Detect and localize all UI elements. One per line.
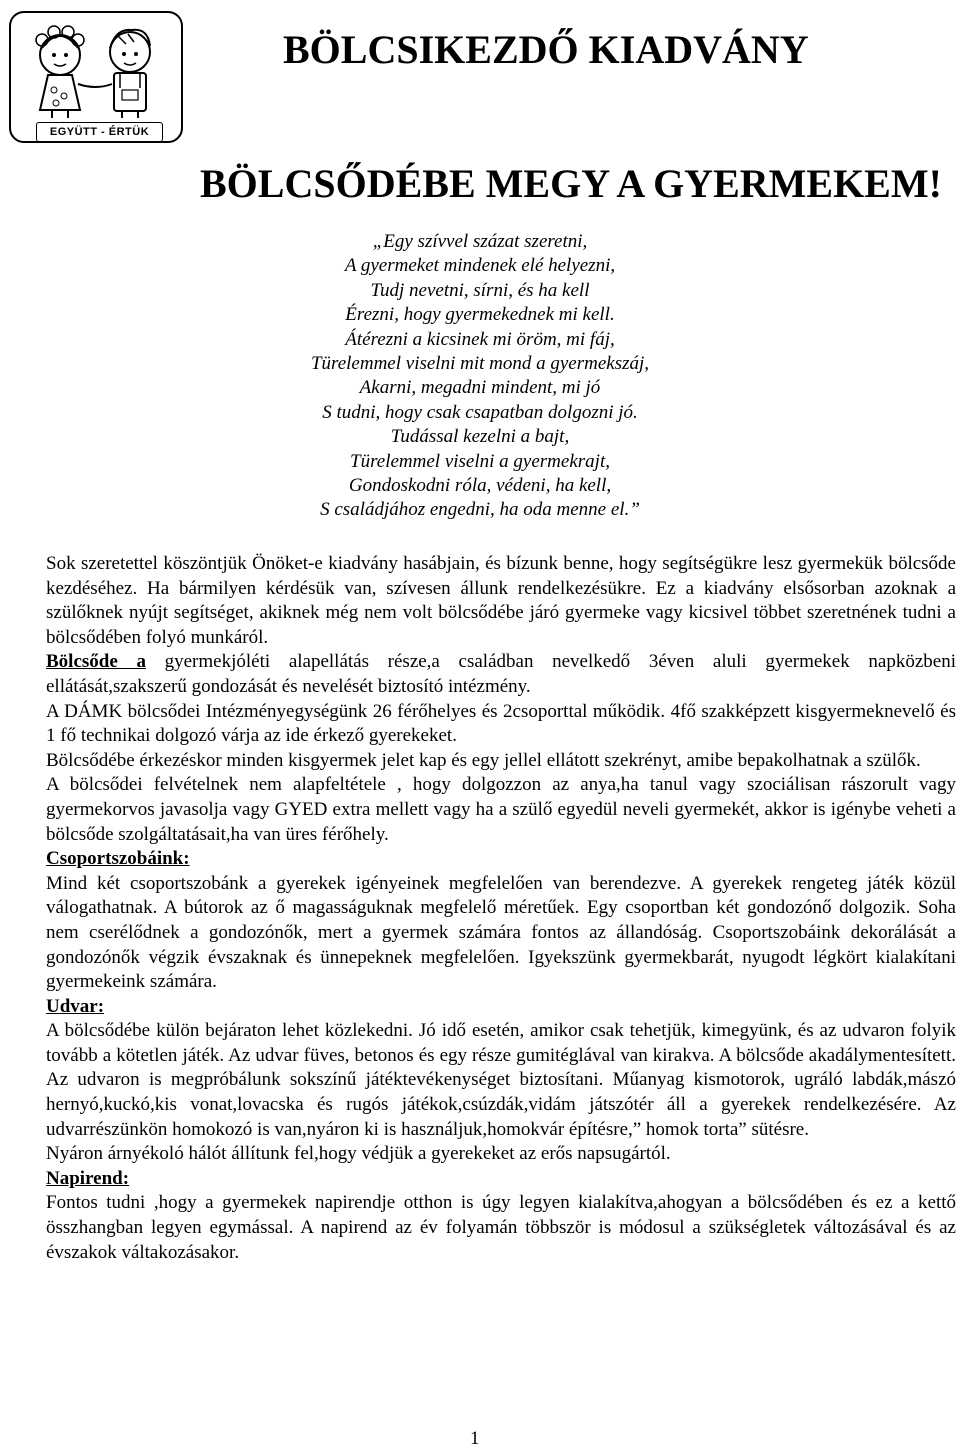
page-number: 1 xyxy=(470,1428,480,1449)
logo-badge-text: EGYÜTT - ÉRTÜK xyxy=(36,122,163,142)
poem-line: A gyermeket mindenek elé helyezni, xyxy=(344,255,616,277)
definition-text: gyermekjóléti alapellátás része,a családban nevelkedő 3éven aluli gyermekek napközbeni ellátását,szakszerű gondozását és nevelését biztosító intézmény. xyxy=(46,651,956,697)
poem-line: S családjához engedni, ha oda menne el.” xyxy=(320,499,640,521)
document-subtitle: BÖLCSŐDÉBE MEGY A GYERMEKEM! xyxy=(200,161,942,206)
sign-paragraph: Bölcsődébe érkezéskor minden kisgyermek jelet kap és egy jellel ellátott szekrényt, amibe bepakolhatnak a szülők. xyxy=(46,749,921,771)
section-heading-schedule: Napirend: xyxy=(46,1167,130,1189)
admission-paragraph: A bölcsődei felvételnek nem alapfeltétele , hogy dolgozzon az anya,ha tanul vagy szociálisan rászorult vagy gyermekorvos javasolja vagy GYED extra mellett vagy ha a szülő egyedül neveli gyermekét, akkor is igénybe veheti a bölcsőde szolgáltatásait,ha van üres férőhely. xyxy=(46,774,956,845)
yard-paragraph: A bölcsődébe külön bejáraton lehet közlekedni. Jó idő esetén, amikor csak tehetjük, kimegyünk, és az udvaron folyik tovább a kötetlen játék. Az udvar füves, betonos és egy része gumitéglával van kirakva. A bölcsőde akadálymentesített. Az udvaron is megpróbálunk sokszínű játéktevékenységet biztosítani. Műanyag kismotorok, ugráló labdák,mászó hernyó,kuckó,kis vonat,lovacska és rugós játékok,csúzdák,vidám játszótér áll a gyerekek rendelkezésére. Az udvarrészünkön homokozó is van,nyáron ki is használjuk,homokvár építésre,” homok torta” sütésre. xyxy=(46,1020,956,1140)
poem-line: Tudj nevetni, sírni, és ha kell xyxy=(370,279,590,301)
section-heading-yard: Udvar: xyxy=(46,995,105,1017)
poem-line: Érezni, hogy gyermekednek mi kell. xyxy=(345,304,615,326)
poem-line: Átérezni a kicsinek mi öröm, mi fáj, xyxy=(345,328,615,350)
poem xyxy=(200,230,760,523)
poem-line: Akarni, megadni mindent, mi jó xyxy=(359,377,601,399)
definition-paragraph xyxy=(46,650,956,699)
shade-paragraph: Nyáron árnyékoló hálót állítunk fel,hogy védjük a gyerekeket az erős napsugártól. xyxy=(46,1143,671,1165)
poem-line: Gondoskodni róla, védeni, ha kell, xyxy=(348,475,612,497)
poem-line: Türelemmel viselni a gyermekrajt, xyxy=(350,450,610,472)
document-body xyxy=(46,552,956,1265)
definition-term: Bölcsőde a xyxy=(46,651,146,673)
groups-paragraph: Mind két csoportszobánk a gyerekek igényeinek megfelelően van berendezve. A gyerekek rengeteg játék közül válogathatnak. A bútorok az ő magasságuknak megfelelő méretűek. Egy csoportban két gondozónő dolgozik. Soha nem cserélődnek a gondozónők, mert a gyermek számára fontos az állandóság. Csoportszobáink dekorálását a gondozónők végzik évszaknak és ünnepeknek megfelelően. Igyekszünk gyermekbarát, nyugodt légkört kialakítani gyermekeink számára. xyxy=(46,872,956,993)
poem-line: S tudni, hogy csak csapatban dolgozni jó. xyxy=(322,401,638,423)
poem-line: Türelemmel viselni mit mond a gyermekszáj, xyxy=(310,353,650,375)
poem-line: „Egy szívvel százat szeretni, xyxy=(372,231,588,252)
institution-paragraph: A DÁMK bölcsődei Intézményegységünk 26 férőhelyes és 2csoporttal működik. 4fő szakképzett kisgyermeknevelő és 1 fő technikai dolgozó várja az ide érkező gyerekeket. xyxy=(46,700,956,747)
logo xyxy=(8,10,186,145)
document-title: BÖLCSIKEZDŐ KIADVÁNY xyxy=(283,27,809,72)
schedule-paragraph: Fontos tudni ,hogy a gyermekek napirendje otthon is úgy legyen kialakítva,ahogyan a bölcsődében és ez a kettő összhangban legyen egymással. A napirend az év folyamán többször is módosul a szükségletek változásával és az évszakok váltakozásakor. xyxy=(46,1192,956,1263)
section-heading-groups: Csoportszobáink: xyxy=(46,848,190,870)
poem-line: Tudással kezelni a bajt, xyxy=(390,426,570,448)
intro-paragraph: Sok szeretettel köszöntjük Önöket-e kiadvány hasábjain, és bízunk benne, hogy segítségükre lesz gyermekük bölcsőde kezdéséhez. Ha bármilyen kérdésük van, szívesen állunk rendelkezésükre. Ez a kiadvány elsősorban azoknak a szülőknek nyújt segítséget, akiknek még nem volt bölcsődébe járó gyermeke vagy kicsivel többet szeretnének tudni a bölcsődében folyó munkáról. xyxy=(46,553,956,648)
